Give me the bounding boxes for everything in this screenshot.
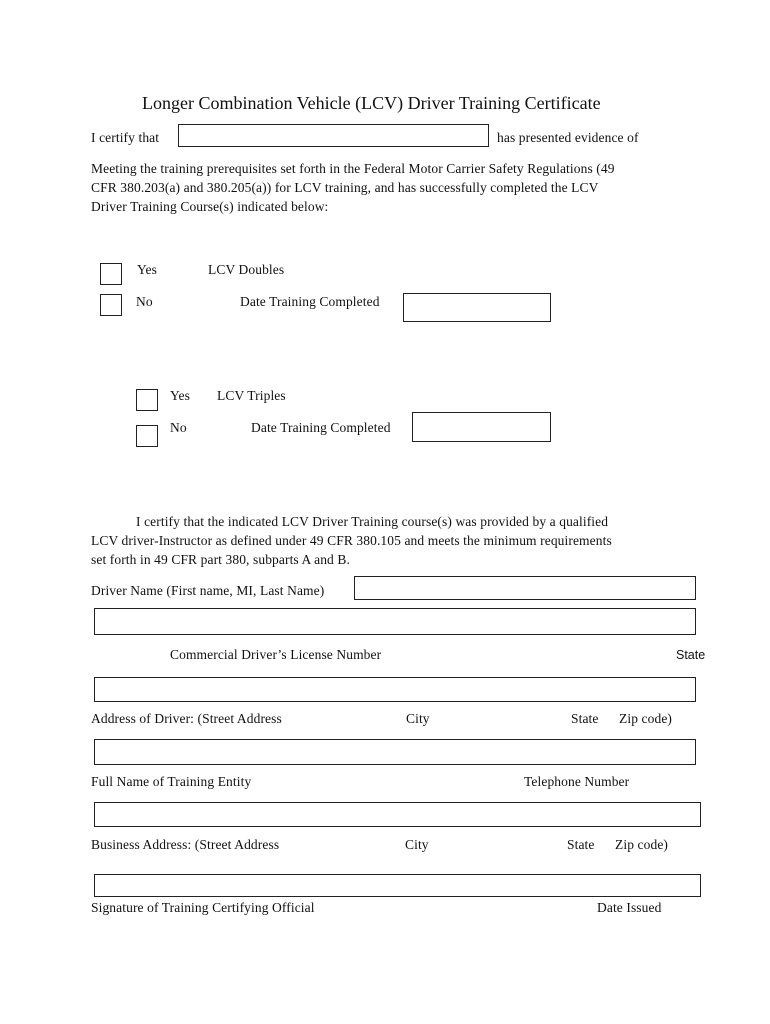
triples-yes-label: Yes xyxy=(170,388,190,403)
triples-no-checkbox[interactable] xyxy=(136,425,158,447)
date-issued-label: Date Issued xyxy=(597,900,662,915)
instructor-line-1: I certify that the indicated LCV Driver Training course(s) was provided by a qualified xyxy=(136,514,609,529)
doubles-date-field[interactable] xyxy=(403,293,551,322)
business-address-field[interactable] xyxy=(94,874,701,897)
business-zip-label: Zip code) xyxy=(615,837,669,852)
training-entity-label: Full Name of Training Entity xyxy=(91,774,252,789)
telephone-label: Telephone Number xyxy=(524,774,630,789)
doubles-date-label: Date Training Completed xyxy=(240,294,380,309)
driver-street-label: Address of Driver: (Street Address xyxy=(91,711,282,726)
certified-person-field[interactable] xyxy=(178,124,489,147)
doubles-course-label: LCV Doubles xyxy=(208,262,285,277)
prereq-line-1: Meeting the training prerequisites set forth in the Federal Motor Carrier Safety Regulations (49 xyxy=(91,161,615,176)
driver-name-field[interactable] xyxy=(354,576,696,600)
triples-no-label: No xyxy=(170,420,187,435)
business-state-label: State xyxy=(567,837,595,852)
business-city-label: City xyxy=(405,837,429,852)
certify-prefix: I certify that xyxy=(91,130,160,145)
driver-zip-label: Zip code) xyxy=(619,711,673,726)
doubles-no-label: No xyxy=(136,294,153,309)
driver-name-field-full[interactable] xyxy=(94,608,696,635)
doubles-yes-label: Yes xyxy=(137,262,157,277)
instructor-line-2: LCV driver-Instructor as defined under 49 CFR 380.105 and meets the minimum requirements xyxy=(91,533,612,548)
driver-address-field[interactable] xyxy=(94,739,696,765)
doubles-no-checkbox[interactable] xyxy=(100,294,122,316)
signature-label: Signature of Training Certifying Official xyxy=(91,900,315,915)
cdl-number-label: Commercial Driver’s License Number xyxy=(170,647,382,662)
triples-yes-checkbox[interactable] xyxy=(136,389,158,411)
driver-name-label: Driver Name (First name, MI, Last Name) xyxy=(91,583,325,598)
triples-date-label: Date Training Completed xyxy=(251,420,391,435)
prereq-line-3: Driver Training Course(s) indicated below: xyxy=(91,199,329,214)
driver-city-label: City xyxy=(406,711,430,726)
certify-suffix: has presented evidence of xyxy=(497,130,639,145)
driver-state-label: State xyxy=(571,711,599,726)
cdl-field[interactable] xyxy=(94,677,696,702)
business-street-label: Business Address: (Street Address xyxy=(91,837,280,852)
prereq-line-2: CFR 380.203(a) and 380.205(a)) for LCV training, and has successfully completed the LCV xyxy=(91,180,599,195)
triples-course-label: LCV Triples xyxy=(217,388,286,403)
cdl-state-label: State xyxy=(676,648,706,662)
triples-date-field[interactable] xyxy=(412,412,551,442)
training-entity-field[interactable] xyxy=(94,802,701,827)
page-title: Longer Combination Vehicle (LCV) Driver Training Certificate xyxy=(142,93,601,113)
doubles-yes-checkbox[interactable] xyxy=(100,263,122,285)
instructor-line-3: set forth in 49 CFR part 380, subparts A and B. xyxy=(91,552,350,567)
